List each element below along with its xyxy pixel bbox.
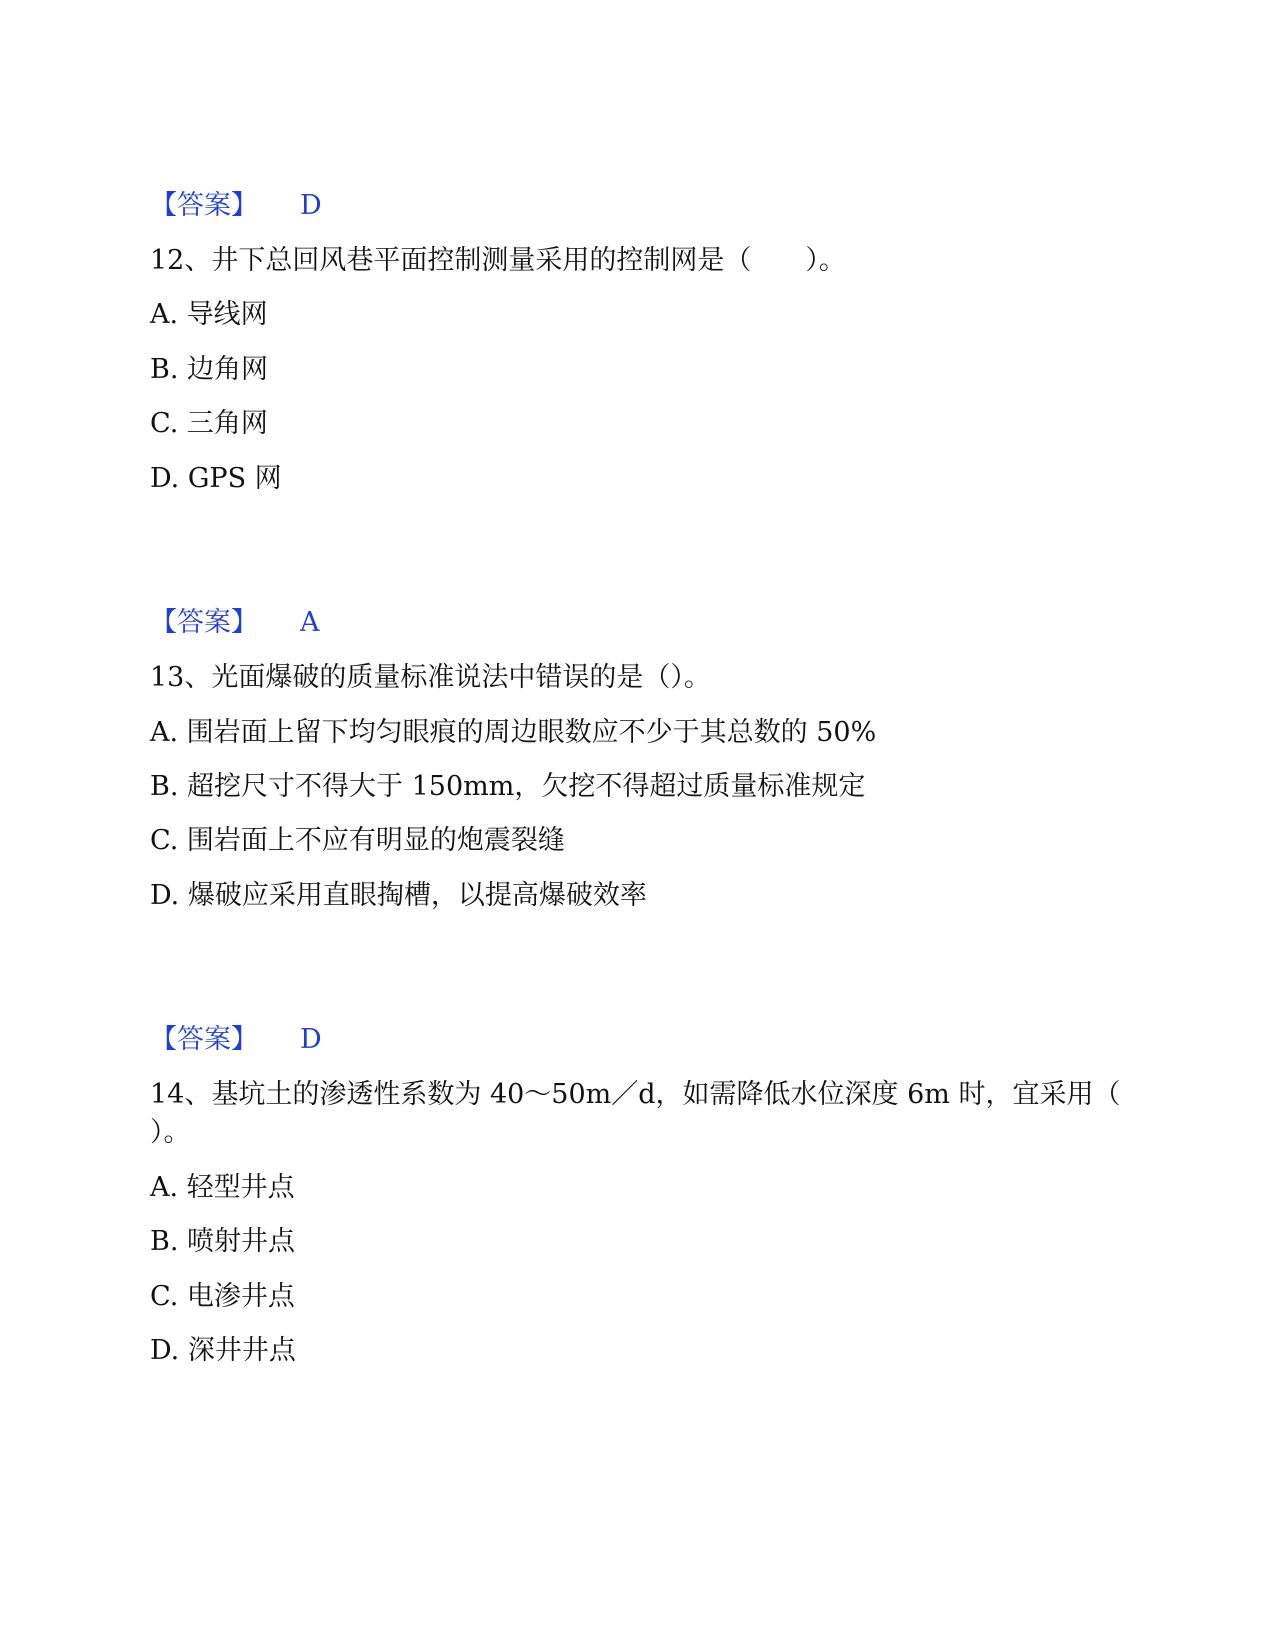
option-d: D. 深井井点: [150, 1335, 296, 1366]
option-c: C. 围岩面上不应有明显的炮震裂缝: [150, 825, 565, 856]
option-a: A. 轻型井点: [150, 1172, 295, 1203]
answer-line: [150, 1022, 322, 1058]
question-text-line-1: 14、基坑土的渗透性系数为 40～50m／d，如需降低水位深度 6m 时，宜采用（: [150, 1079, 1121, 1110]
answer-line: [150, 188, 322, 224]
option-b: B. 喷射井点: [150, 1226, 296, 1257]
question-text: 12、井下总回风巷平面控制测量采用的控制网是（ ）。: [150, 245, 846, 276]
question-text: 13、光面爆破的质量标准说法中错误的是（）。: [150, 662, 711, 693]
option-c: C. 三角网: [150, 408, 268, 439]
option-a: A. 围岩面上留下均匀眼痕的周边眼数应不少于其总数的 50%: [150, 717, 877, 748]
answer-tag: 【答案】: [150, 1024, 258, 1055]
answer-tag: 【答案】: [150, 607, 258, 638]
option-c: C. 电渗井点: [150, 1281, 295, 1312]
option-d: D. GPS 网: [150, 463, 282, 494]
answer-value: D: [300, 190, 322, 221]
option-d: D. 爆破应采用直眼掏槽，以提高爆破效率: [150, 880, 647, 911]
option-b: B. 超挖尺寸不得大于 150mm，欠挖不得超过质量标准规定: [150, 771, 866, 802]
answer-tag: 【答案】: [150, 190, 258, 221]
answer-line: [150, 605, 320, 641]
option-b: B. 边角网: [150, 354, 269, 385]
answer-value: D: [300, 1024, 322, 1055]
answer-value: A: [300, 607, 320, 638]
question-text-line-2: ）。: [150, 1117, 191, 1148]
option-a: A. 导线网: [150, 299, 268, 330]
